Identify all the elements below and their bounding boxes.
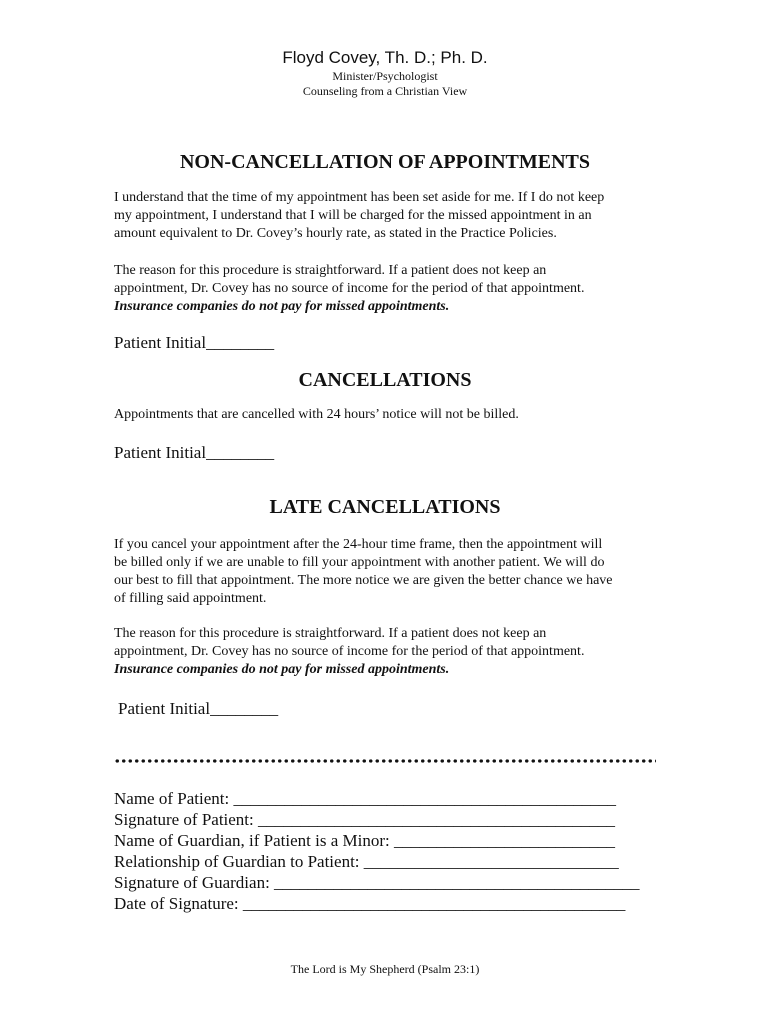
insurance-note: Insurance companies do not pay for missed appointments. <box>114 662 450 677</box>
patient-initial-field[interactable]: Patient Initial________ <box>118 699 279 718</box>
practitioner-name: Floyd Covey, Th. D.; Ph. D. <box>282 48 488 67</box>
guardian-relationship-field[interactable]: Relationship of Guardian to Patient: ______________________________ <box>114 852 619 871</box>
paragraph-line: appointment, Dr. Covey has no source of income for the period of that appointment. <box>114 644 585 659</box>
paragraph-line: I understand that the time of my appointment has been set aside for me. If I do not keep <box>114 190 605 205</box>
patient-initial-field[interactable]: Patient Initial________ <box>114 333 275 352</box>
patient-signature-field[interactable]: Signature of Patient: __________________________________________ <box>114 810 616 829</box>
signature-date-field[interactable]: Date of Signature: _____________________________________________ <box>114 894 626 913</box>
paragraph-line: be billed only if we are unable to fill your appointment with another patient. We will do <box>114 555 605 570</box>
dotted-divider <box>114 758 656 764</box>
reason-paragraph <box>114 625 584 679</box>
guardian-signature-field[interactable]: Signature of Guardian: ___________________________________________ <box>114 873 640 892</box>
paragraph-line: The reason for this procedure is straightforward. If a patient does not keep an <box>114 263 547 278</box>
patient-name-field[interactable]: Name of Patient: _____________________________________________ <box>114 789 616 808</box>
paragraph-line: If you cancel your appointment after the 24-hour time frame, then the appointment will <box>114 537 603 552</box>
section-heading-non-cancellation: NON-CANCELLATION OF APPOINTMENTS <box>179 151 591 173</box>
late-policy-paragraph <box>114 536 613 608</box>
paragraph-line: appointment, Dr. Covey has no source of income for the period of that appointment. <box>114 281 585 296</box>
guardian-name-field[interactable]: Name of Guardian, if Patient is a Minor: __________________________ <box>114 831 615 850</box>
insurance-note: Insurance companies do not pay for missed appointments. <box>114 299 450 314</box>
paragraph-line: The reason for this procedure is straightforward. If a patient does not keep an <box>114 626 547 641</box>
paragraph-line: my appointment, I understand that I will be charged for the missed appointment in an <box>114 208 592 223</box>
policy-paragraph <box>114 189 604 243</box>
cancellation-paragraph: Appointments that are cancelled with 24 hours’ notice will not be billed. <box>114 407 519 422</box>
section-heading-cancellations: CANCELLATIONS <box>298 369 472 391</box>
patient-initial-field[interactable]: Patient Initial________ <box>114 443 275 462</box>
paragraph-line: of filling said appointment. <box>114 591 267 606</box>
practice-tagline: Counseling from a Christian View <box>302 84 468 98</box>
practitioner-role: Minister/Psychologist <box>332 69 438 83</box>
paragraph-line: amount equivalent to Dr. Covey’s hourly rate, as stated in the Practice Policies. <box>114 226 557 241</box>
paragraph-line: our best to fill that appointment. The more notice we are given the better chance we have <box>114 573 613 588</box>
section-heading-late-cancellations: LATE CANCELLATIONS <box>269 496 501 518</box>
reason-paragraph <box>114 262 584 316</box>
footer-verse: The Lord is My Shepherd (Psalm 23:1) <box>290 962 480 976</box>
